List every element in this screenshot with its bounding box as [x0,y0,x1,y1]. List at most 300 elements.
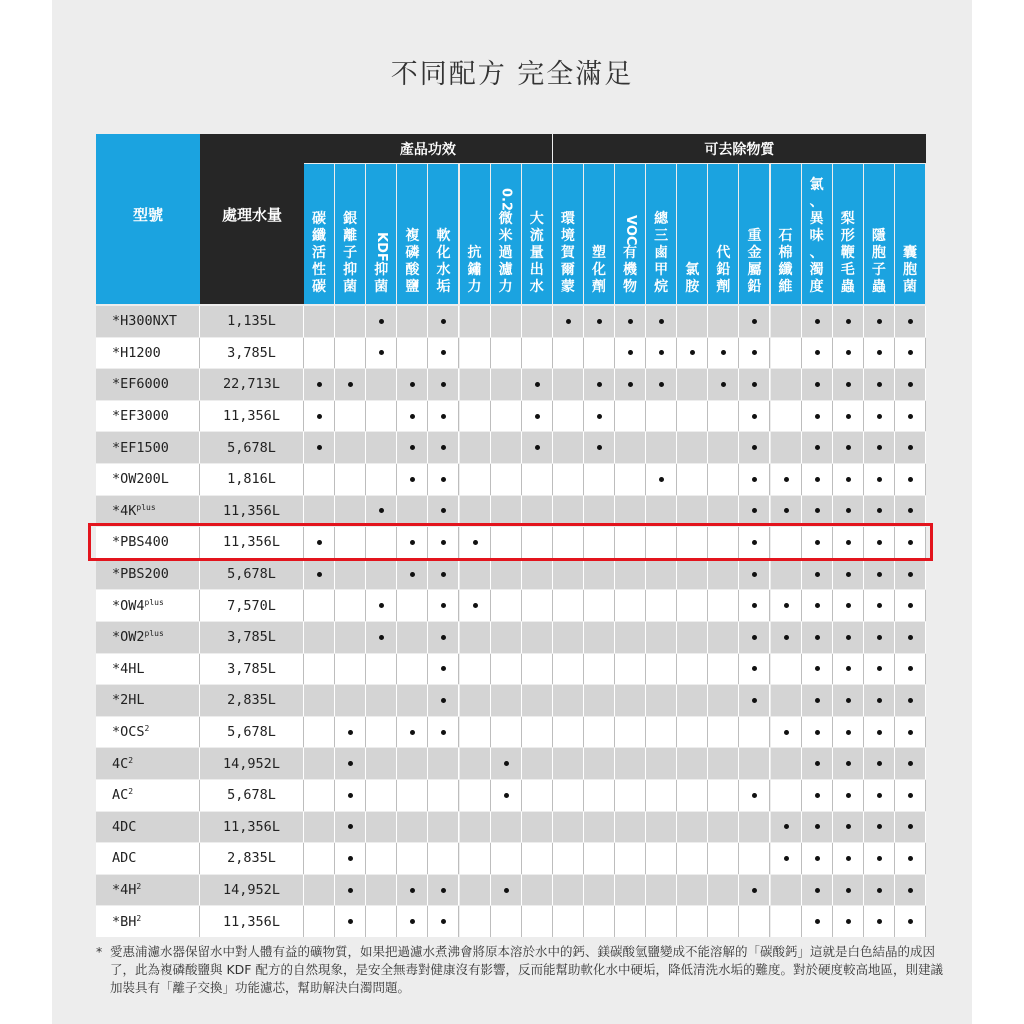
column-header-13: 氯 胺 [677,164,707,304]
mark-cell [739,590,770,621]
mark-cell [584,401,615,432]
mark-cell [428,369,459,400]
page-title: 不同配方 完全滿足 [390,59,634,90]
mark-cell [646,748,677,779]
check-dot [659,319,664,324]
model-name: 4DC [112,818,137,835]
mark-cell [335,496,366,527]
mark-cell [428,812,459,843]
mark-cell [553,432,584,463]
mark-cell [366,622,397,653]
mark-cell [522,338,553,369]
mark-cell [771,496,802,527]
mark-cell [802,496,833,527]
mark-cell [304,496,335,527]
check-dot [908,793,913,798]
mark-cell [366,559,397,590]
check-dot [379,508,384,513]
check-dot [846,698,851,703]
mark-cell [428,622,459,653]
mark-cell [833,906,864,937]
mark-cell [522,590,553,621]
mark-cell [366,875,397,906]
mark-cell [677,875,708,906]
mark-cell [366,369,397,400]
mark-cell [864,748,895,779]
mark-cell [677,843,708,874]
mark-cell [802,843,833,874]
mark-cell [366,654,397,685]
check-dot [877,761,882,766]
model-cell [96,590,200,621]
check-dot [348,730,353,735]
mark-cell [553,875,584,906]
check-dot [877,572,882,577]
model-name: *OW2 [112,629,145,646]
check-dot [908,603,913,608]
mark-cell [864,496,895,527]
mark-cell [833,432,864,463]
mark-cell [491,622,522,653]
mark-cell [646,559,677,590]
mark-cell [491,338,522,369]
mark-cell [615,685,646,716]
mark-cell [428,843,459,874]
mark-cell [460,464,491,495]
model-superscript: plus [144,629,164,639]
mark-cell [553,401,584,432]
check-dot [908,477,913,482]
check-dot [815,666,820,671]
mark-cell [491,843,522,874]
mark-cell [802,812,833,843]
mark-cell [708,654,739,685]
header-capacity: 處理水量 [200,134,304,304]
check-dot [628,382,633,387]
model-name: *PBS400 [112,534,169,551]
check-dot [815,350,820,355]
mark-cell [491,812,522,843]
mark-cell [335,338,366,369]
check-dot [752,445,757,450]
mark-cell [802,906,833,937]
mark-cell [335,590,366,621]
mark-cell [584,717,615,748]
mark-cell [397,559,428,590]
mark-cell [708,590,739,621]
check-dot [504,793,509,798]
mark-cell [366,685,397,716]
column-header-10: 塑 化 劑 [584,164,614,304]
model-superscript: plus [144,597,164,607]
mark-cell [677,590,708,621]
mark-cell [460,338,491,369]
check-dot [317,445,322,450]
model-superscript: 2 [128,755,134,765]
mark-cell [428,906,459,937]
mark-cell [895,685,926,716]
mark-cell [460,401,491,432]
column-header-18: 梨 形 鞭 毛 蟲 [833,164,863,304]
mark-cell [677,780,708,811]
check-dot [566,319,571,324]
check-dot [441,666,446,671]
mark-cell [708,401,739,432]
mark-cell [335,685,366,716]
check-dot [784,635,789,640]
column-header-17: 氯 、 異 味 、 濁 度 [802,164,832,304]
mark-cell [397,812,428,843]
mark-cell [428,464,459,495]
check-dot [752,477,757,482]
model-name: *OCS [112,724,145,741]
mark-cell [491,464,522,495]
check-dot [379,319,384,324]
model-name: *PBS200 [112,566,169,583]
table-row [96,338,926,369]
mark-cell [460,685,491,716]
mark-cell [397,464,428,495]
check-dot [877,888,882,893]
check-dot [784,824,789,829]
mark-cell [895,654,926,685]
mark-cell [522,812,553,843]
mark-cell [739,717,770,748]
mark-cell [522,875,553,906]
capacity-cell: 22,713L [200,369,304,400]
check-dot [659,477,664,482]
mark-cell [553,843,584,874]
capacity-cell: 5,678L [200,717,304,748]
mark-cell [802,748,833,779]
check-dot [690,350,695,355]
check-dot [908,824,913,829]
mark-cell [895,875,926,906]
mark-cell [833,843,864,874]
mark-cell [553,338,584,369]
mark-cell [428,685,459,716]
check-dot [846,508,851,513]
mark-cell [771,559,802,590]
mark-cell [397,654,428,685]
model-name: *OW200L [112,471,169,488]
mark-cell [615,843,646,874]
mark-cell [739,875,770,906]
mark-cell [304,369,335,400]
mark-cell [895,306,926,337]
mark-cell [428,338,459,369]
table-row [96,748,926,779]
mark-cell [646,369,677,400]
mark-cell [833,748,864,779]
check-dot [752,793,757,798]
capacity-cell: 1,816L [200,464,304,495]
check-dot [908,730,913,735]
mark-cell [335,559,366,590]
mark-cell [615,369,646,400]
mark-cell [397,843,428,874]
mark-cell [864,906,895,937]
mark-cell [304,717,335,748]
model-name: *EF1500 [112,439,169,456]
mark-cell [833,685,864,716]
check-dot [410,382,415,387]
check-dot [535,414,540,419]
check-dot [441,572,446,577]
mark-cell [833,559,864,590]
check-dot [317,572,322,577]
check-dot [877,635,882,640]
mark-cell [708,812,739,843]
check-dot [815,603,820,608]
mark-cell [615,906,646,937]
model-cell [96,843,200,874]
check-dot [815,856,820,861]
check-dot [815,508,820,513]
footnote-text: 愛惠浦濾水器保留水中對人體有益的礦物質，如果把過濾水煮沸會將原本溶於水中的鈣、鎂碳酸氫鹽變成不能溶解的「碳酸鈣」這就是白色結晶的成因了，此為複磷酸鹽與 KDF 配方的自然現象，是安全無毒對健康沒有影響，反而能幫助軟化水中硬垢，降低清洗水垢的難度。對於硬度較高地區，則建議加裝具有「離子交換」功能濾芯，幫助解決白濁問題。 [110,944,943,995]
check-dot [815,698,820,703]
mark-cell [615,780,646,811]
mark-cell [397,306,428,337]
mark-cell [584,432,615,463]
mark-cell [833,306,864,337]
table-row [96,496,926,527]
model-cell [96,622,200,653]
mark-cell [428,748,459,779]
mark-cell [460,717,491,748]
capacity-cell: 3,785L [200,654,304,685]
check-dot [410,445,415,450]
model-name: *BH [112,913,137,930]
check-dot [410,730,415,735]
check-dot [908,919,913,924]
mark-cell [584,306,615,337]
mark-cell [771,875,802,906]
mark-cell [895,780,926,811]
mark-cell [304,812,335,843]
check-dot [908,445,913,450]
check-dot [908,572,913,577]
mark-cell [460,875,491,906]
mark-cell [335,843,366,874]
mark-cell [428,780,459,811]
mark-cell [460,843,491,874]
mark-cell [584,496,615,527]
mark-cell [802,622,833,653]
check-dot [877,919,882,924]
check-dot [908,856,913,861]
mark-cell [646,780,677,811]
mark-cell [366,812,397,843]
capacity-cell: 1,135L [200,306,304,337]
mark-cell [304,875,335,906]
mark-cell [739,906,770,937]
model-cell [96,369,200,400]
mark-cell [833,401,864,432]
mark-cell [553,685,584,716]
mark-cell [522,306,553,337]
mark-cell [708,685,739,716]
mark-cell [771,906,802,937]
table-row [96,685,926,716]
check-dot [348,793,353,798]
column-header-14: 代 鉛 劑 [708,164,738,304]
mark-cell [491,590,522,621]
mark-cell [491,906,522,937]
mark-cell [677,717,708,748]
mark-cell [366,748,397,779]
mark-cell [584,843,615,874]
check-dot [877,508,882,513]
mark-cell [522,496,553,527]
mark-cell [304,559,335,590]
model-cell [96,654,200,685]
column-header-11: VOC 有 機 物 [615,164,645,304]
table-row [96,780,926,811]
check-dot [441,635,446,640]
capacity-cell: 11,356L [200,906,304,937]
model-name: *H300NXT [112,313,178,330]
check-dot [846,350,851,355]
footnote [96,943,946,997]
mark-cell [833,464,864,495]
column-header-12: 總 三 鹵 甲 烷 [646,164,676,304]
mark-cell [304,622,335,653]
check-dot [877,856,882,861]
mark-cell [304,843,335,874]
mark-cell [522,559,553,590]
mark-cell [460,622,491,653]
mark-cell [771,780,802,811]
mark-cell [615,559,646,590]
check-dot [815,414,820,419]
mark-cell [895,559,926,590]
mark-cell [771,338,802,369]
mark-cell [491,306,522,337]
check-dot [348,919,353,924]
mark-cell [802,590,833,621]
check-dot [846,856,851,861]
mark-cell [708,464,739,495]
mark-cell [335,306,366,337]
mark-cell [615,432,646,463]
model-cell [96,496,200,527]
check-dot [441,414,446,419]
mark-cell [428,496,459,527]
mark-cell [739,401,770,432]
mark-cell [677,559,708,590]
mark-cell [864,338,895,369]
mark-cell [522,622,553,653]
model-name: *4HL [112,660,145,677]
mark-cell [802,654,833,685]
mark-cell [553,369,584,400]
mark-cell [833,622,864,653]
table-row [96,432,926,463]
mark-cell [491,748,522,779]
table-row [96,306,926,337]
mark-cell [522,654,553,685]
mark-cell [677,432,708,463]
model-name: *EF6000 [112,376,169,393]
model-name: ADC [112,850,137,867]
mark-cell [304,401,335,432]
mark-cell [397,401,428,432]
check-dot [441,730,446,735]
mark-cell [833,654,864,685]
mark-cell [584,875,615,906]
capacity-cell: 7,570L [200,590,304,621]
mark-cell [864,401,895,432]
check-dot [379,603,384,608]
mark-cell [771,432,802,463]
check-dot [597,445,602,450]
check-dot [908,319,913,324]
check-dot [815,319,820,324]
mark-cell [646,717,677,748]
check-dot [815,761,820,766]
check-dot [379,350,384,355]
group-header-remove: 可去除物質 [553,134,926,163]
mark-cell [708,717,739,748]
check-dot [441,382,446,387]
mark-cell [428,401,459,432]
check-dot [410,414,415,419]
mark-cell [460,780,491,811]
mark-cell [335,812,366,843]
mark-cell [646,875,677,906]
mark-cell [584,559,615,590]
table-row [96,590,926,621]
mark-cell [553,559,584,590]
mark-cell [335,401,366,432]
check-dot [752,888,757,893]
mark-cell [771,401,802,432]
mark-cell [522,432,553,463]
mark-cell [553,748,584,779]
column-header-20: 囊 胞 菌 [895,164,925,304]
model-cell [96,432,200,463]
capacity-cell: 11,356L [200,812,304,843]
mark-cell [895,369,926,400]
mark-cell [428,875,459,906]
mark-cell [366,401,397,432]
mark-cell [771,843,802,874]
check-dot [815,888,820,893]
mark-cell [522,685,553,716]
mark-cell [366,843,397,874]
mark-cell [646,496,677,527]
mark-cell [460,590,491,621]
mark-cell [864,685,895,716]
mark-cell [739,338,770,369]
mark-cell [491,401,522,432]
mark-cell [646,432,677,463]
check-dot [846,666,851,671]
mark-cell [397,622,428,653]
mark-cell [491,875,522,906]
mark-cell [491,369,522,400]
mark-cell [522,748,553,779]
mark-cell [708,338,739,369]
check-dot [473,603,478,608]
mark-cell [802,717,833,748]
mark-cell [584,654,615,685]
check-dot [846,793,851,798]
check-dot [877,730,882,735]
mark-cell [304,748,335,779]
check-dot [441,603,446,608]
